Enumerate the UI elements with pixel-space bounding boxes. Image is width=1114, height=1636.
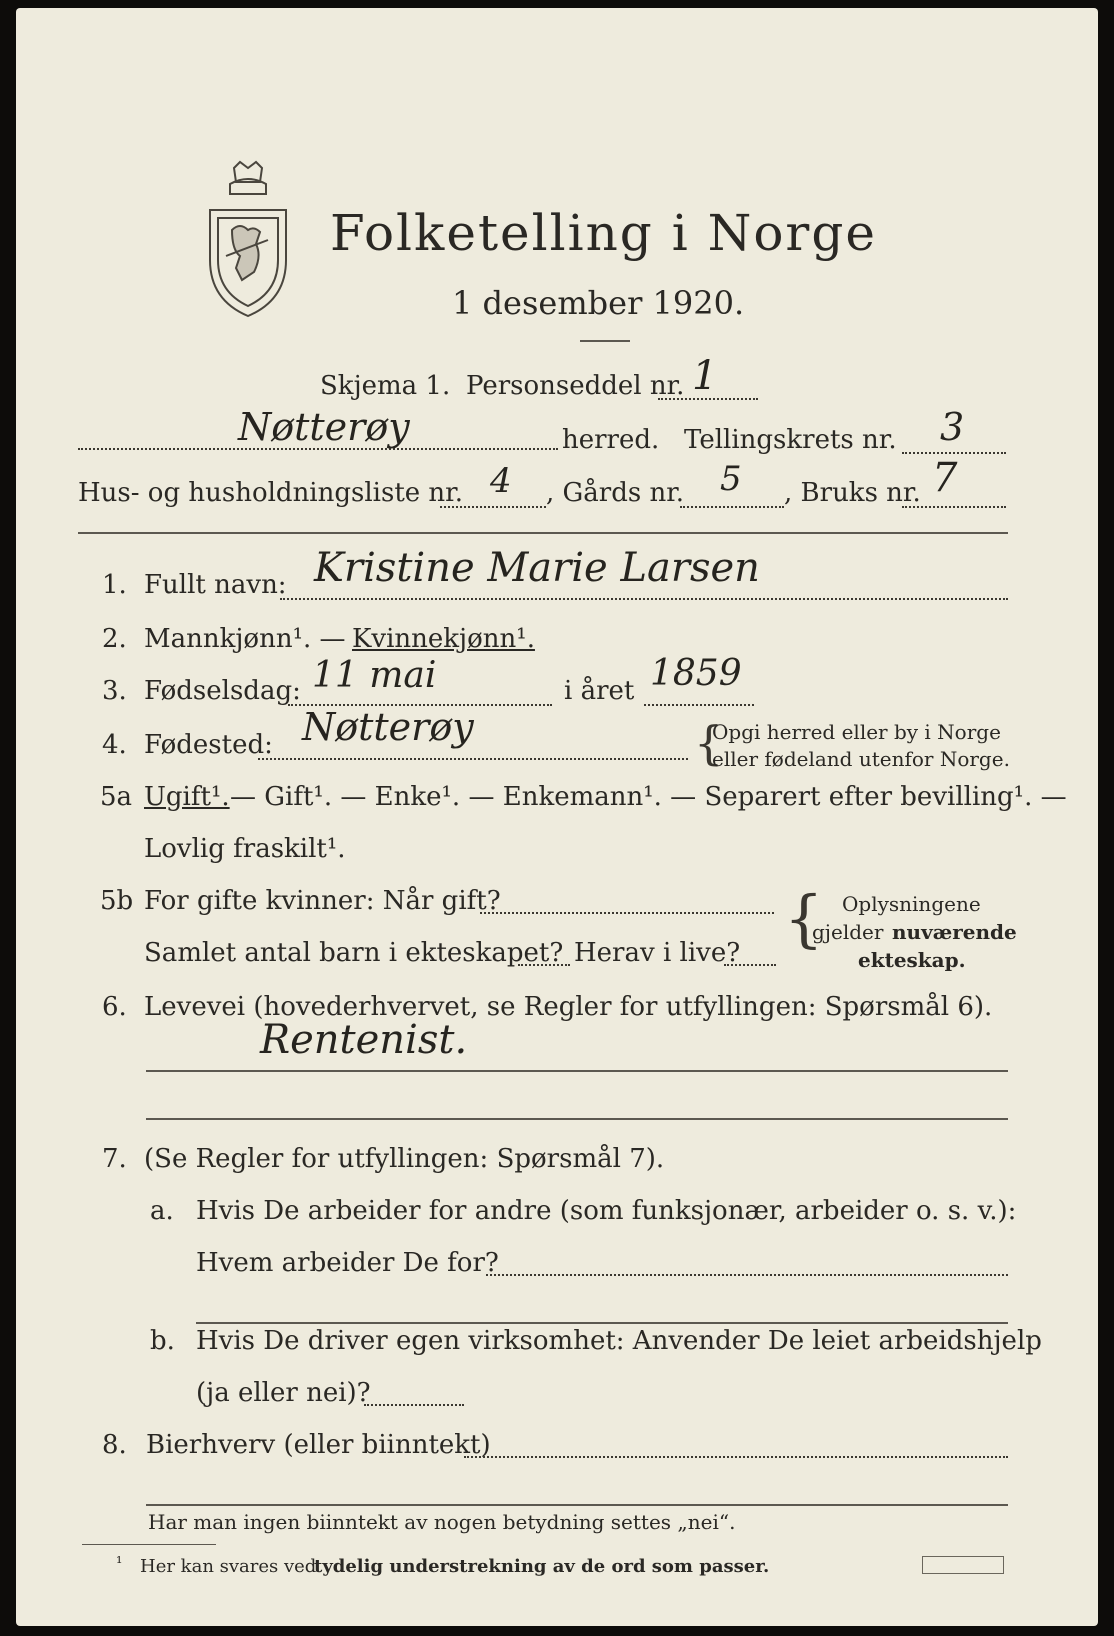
birthplace-field[interactable] xyxy=(258,758,688,760)
brace-icon: { xyxy=(694,716,724,770)
occupation-value: Rentenist. xyxy=(260,1017,468,1063)
hired-help-field[interactable] xyxy=(364,1404,464,1406)
q5b-children-total: Samlet antal barn i ekteskapet? xyxy=(144,938,564,968)
hus-value: 4 xyxy=(490,461,512,501)
full-name-field[interactable] xyxy=(280,598,1008,600)
footnote-mark: ¹ xyxy=(116,1553,123,1572)
q1-label: Fullt navn: xyxy=(144,570,287,600)
census-form xyxy=(16,8,1098,1626)
census-date: 1 desember 1920. xyxy=(452,284,745,322)
q7b-number: b. xyxy=(150,1326,175,1356)
q7a-label: Hvis De arbeider for andre (som funksjonær, arbeider o. s. v.): xyxy=(196,1196,1017,1226)
q7-label: (Se Regler for utfyllingen: Spørsmål 7). xyxy=(144,1144,665,1174)
q7a-question: Hvem arbeider De for? xyxy=(196,1248,499,1278)
q4-note-line2: eller fødeland utenfor Norge. xyxy=(712,747,1010,771)
herred-label: herred. xyxy=(562,425,660,455)
herred-value: Nøtterøy xyxy=(238,405,410,449)
q3-year-label: i året xyxy=(564,676,635,706)
schema-label: Skjema 1. xyxy=(320,371,451,401)
q4-label: Fødested: xyxy=(144,730,273,760)
side-income-field-2[interactable] xyxy=(146,1504,1008,1506)
children-total-field[interactable] xyxy=(518,964,570,966)
birth-year-field[interactable] xyxy=(644,704,754,706)
q3-label: Fødselsdag: xyxy=(144,676,301,706)
q1-number: 1. xyxy=(102,570,127,600)
employer-field-2[interactable] xyxy=(196,1322,1008,1324)
title-divider xyxy=(580,340,630,342)
q5a-options: — Gift¹. — Enke¹. — Enkemann¹. — Separert efter bevilling¹. — xyxy=(230,782,1067,812)
employer-field[interactable] xyxy=(486,1274,1008,1276)
q5b-note-line2a: gjelder xyxy=(812,920,884,944)
hus-label: Hus- og husholdningsliste nr. xyxy=(78,478,464,508)
q5b-children-alive: Herav i live? xyxy=(574,938,741,968)
birthday-value: 11 mai xyxy=(312,655,437,696)
printer-stamp xyxy=(922,1556,1004,1574)
personseddel-label: Personseddel nr. xyxy=(466,371,685,401)
q5a-unmarried-underlined: Ugift¹. xyxy=(144,782,230,812)
q8-label: Bierhverv (eller biinntekt) xyxy=(146,1430,491,1460)
q5b-note-line2b: nuværende xyxy=(892,920,1017,944)
married-when-field[interactable] xyxy=(480,912,774,914)
q8-number: 8. xyxy=(102,1430,127,1460)
bruks-value: 7 xyxy=(932,455,958,501)
q7b-question: (ja eller nei)? xyxy=(196,1378,371,1408)
q2-female-underlined: Kvinnekjønn¹. xyxy=(352,624,535,654)
q5b-note-line1: Oplysningene xyxy=(842,892,981,916)
children-alive-field[interactable] xyxy=(724,964,776,966)
q4-number: 4. xyxy=(102,730,127,760)
occupation-field-2[interactable] xyxy=(146,1118,1008,1120)
q5b-number: 5b xyxy=(100,886,134,916)
q5b-note-line3: ekteskap. xyxy=(858,948,966,972)
q7a-number: a. xyxy=(150,1196,174,1226)
q7b-label: Hvis De driver egen virksomhet: Anvender De leiet arbeidshjelp xyxy=(196,1326,1042,1356)
bruks-label: , Bruks nr. xyxy=(784,478,921,508)
q5b-married-when: For gifte kvinner: Når gift? xyxy=(144,886,501,916)
gards-value: 5 xyxy=(720,459,742,499)
brace-icon-2: { xyxy=(784,882,824,955)
coat-of-arms-icon xyxy=(196,160,300,320)
no-income-note: Har man ingen biinntekt av nogen betydning settes „nei“. xyxy=(148,1510,736,1534)
footnote-divider xyxy=(82,1544,216,1545)
bruks-field[interactable] xyxy=(902,506,1006,508)
full-name-value: Kristine Marie Larsen xyxy=(314,545,760,591)
q6-label: Levevei (hovederhvervet, se Regler for utfyllingen: Spørsmål 6). xyxy=(144,992,993,1022)
personseddel-value: 1 xyxy=(692,353,718,399)
gards-field[interactable] xyxy=(680,506,784,508)
q5a-number: 5a xyxy=(100,782,133,812)
q5a-options-line2: Lovlig fraskilt¹. xyxy=(144,834,346,864)
tellingskrets-label: Tellingskrets nr. xyxy=(684,425,897,455)
section-divider xyxy=(78,532,1008,534)
q3-number: 3. xyxy=(102,676,127,706)
hus-field[interactable] xyxy=(440,506,546,508)
form-title: Folketelling i Norge xyxy=(330,204,877,262)
footnote-text-b: tydelig understrekning av de ord som passer. xyxy=(314,1556,770,1577)
q7-number: 7. xyxy=(102,1144,127,1174)
birth-year-value: 1859 xyxy=(650,653,742,694)
tellingskrets-value: 3 xyxy=(940,405,965,449)
q2-number: 2. xyxy=(102,624,127,654)
occupation-field[interactable] xyxy=(146,1070,1008,1072)
q6-number: 6. xyxy=(102,992,127,1022)
tellingskrets-field[interactable] xyxy=(902,452,1006,454)
footnote-text-a: Her kan svares ved xyxy=(140,1556,317,1577)
gards-label: , Gårds nr. xyxy=(546,478,685,508)
q4-note-line1: Opgi herred eller by i Norge xyxy=(712,720,1001,744)
side-income-field[interactable] xyxy=(464,1456,1008,1458)
q2-male: Mannkjønn¹. — xyxy=(144,624,346,654)
birthplace-value: Nøtterøy xyxy=(302,705,474,749)
